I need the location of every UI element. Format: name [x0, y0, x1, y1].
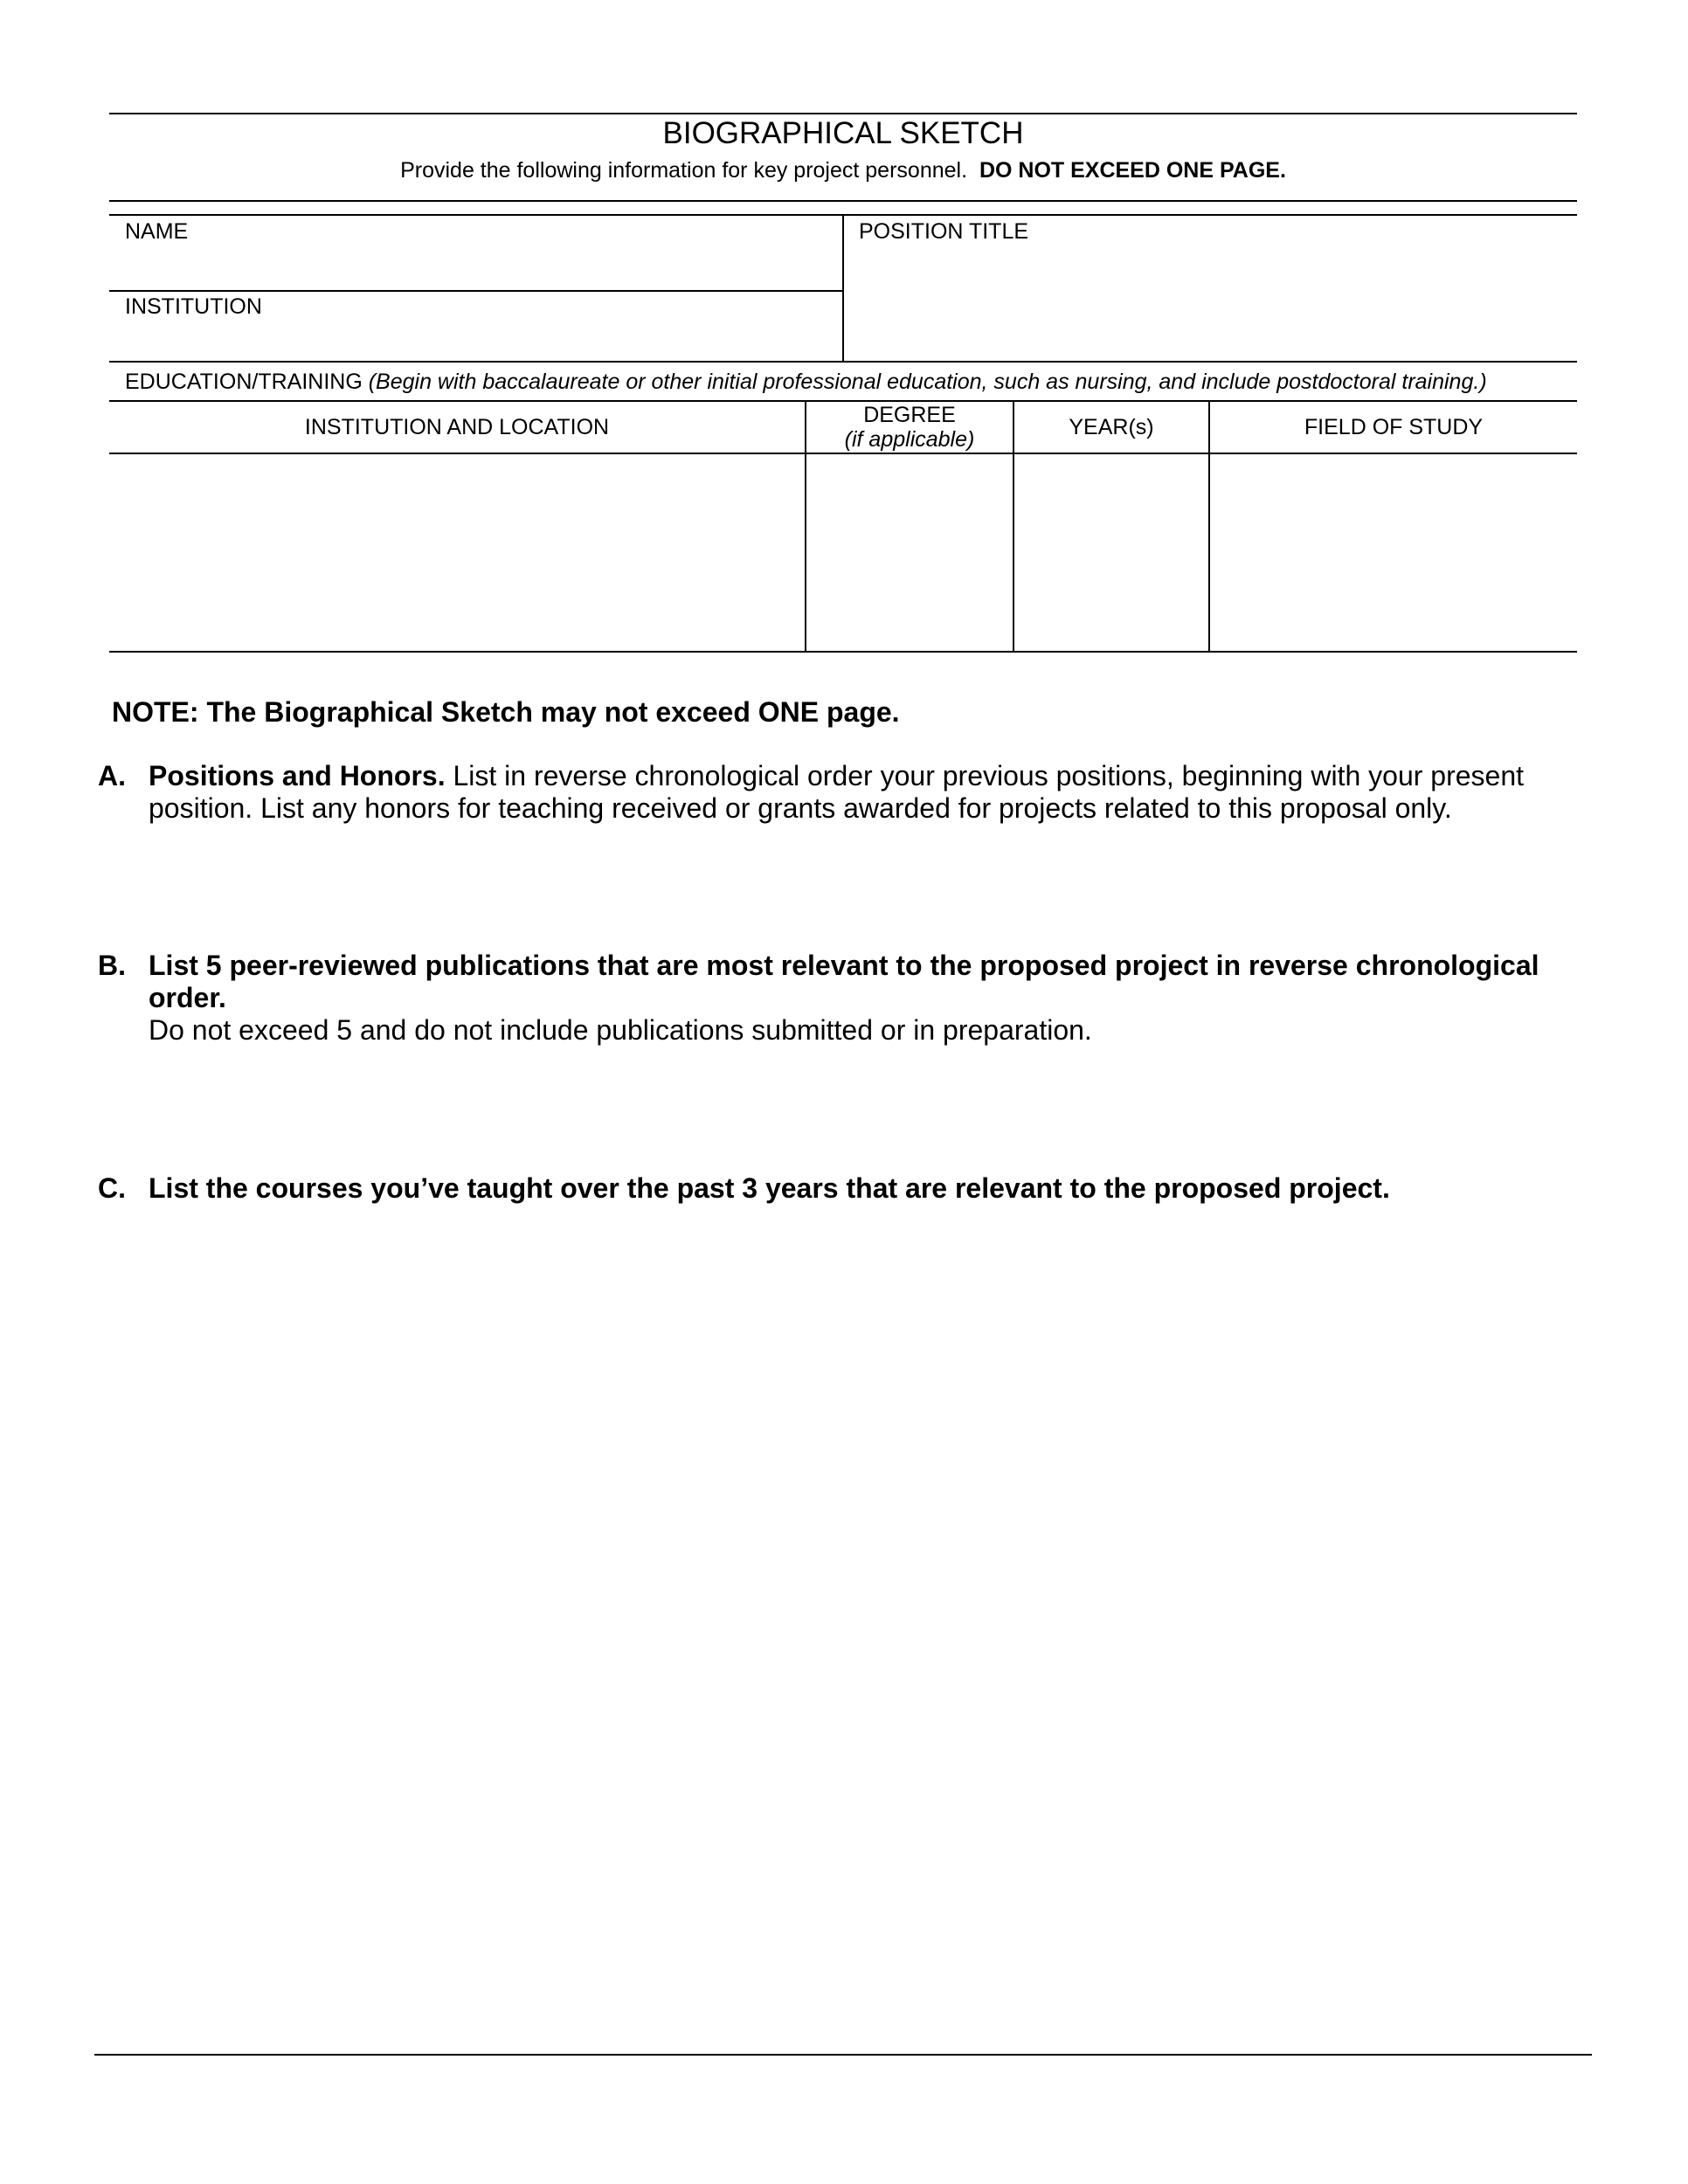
section-a-text: List in reverse chronological order your previous positions, beginning with your present position. List any honors for teaching received or grants awarded for projects related to this proposal only.	[149, 760, 1525, 824]
column-header-years: YEAR(s)	[1069, 415, 1154, 439]
name-label: NAME	[125, 219, 189, 244]
institution-label: INSTITUTION	[125, 294, 262, 319]
page-limit-note: NOTE: The Biographical Sketch may not exceed ONE page.	[112, 696, 900, 728]
degree-sublabel: (if applicable)	[844, 427, 975, 452]
subtitle-text: Provide the following information for key project personnel.	[400, 158, 968, 183]
section-a-letter: A.	[98, 760, 126, 791]
section-c-heading: List the courses you’ve taught over the past 3 years that are relevant to the proposed project.	[149, 1172, 1390, 1204]
education-label	[125, 369, 1487, 395]
education-title: EDUCATION/TRAINING	[125, 370, 363, 394]
education-cell-years[interactable]	[1014, 454, 1208, 650]
section-b-heading: List 5 peer-reviewed publications that are most relevant to the proposed project in reverse chronological order.	[149, 950, 1539, 1013]
subtitle-warning: DO NOT EXCEED ONE PAGE.	[979, 158, 1286, 183]
name-institution-rule[interactable]	[109, 290, 843, 292]
document-title: BIOGRAPHICAL SKETCH	[662, 116, 1024, 150]
education-cell-field-of-study[interactable]	[1210, 454, 1577, 650]
education-table-bottom-rule	[109, 651, 1577, 653]
top-rule	[109, 113, 1577, 114]
header-rule-1	[109, 200, 1577, 202]
education-instruction: (Begin with baccalaureate or other initial professional education, such as nursing, and include postdoctoral training.)	[368, 370, 1487, 394]
education-cell-degree[interactable]	[806, 454, 1013, 650]
bottom-rule	[94, 2054, 1592, 2056]
name-position-divider	[842, 214, 844, 363]
education-table-top-rule	[109, 400, 1577, 402]
education-cell-institution-location[interactable]	[111, 454, 805, 650]
degree-label: DEGREE	[863, 403, 956, 427]
document-subtitle	[109, 157, 1577, 183]
position-title-label: POSITION TITLE	[859, 219, 1029, 244]
column-header-field-of-study: FIELD OF STUDY	[1304, 415, 1484, 439]
column-header-institution-location: INSTITUTION AND LOCATION	[304, 415, 610, 439]
column-header-degree	[806, 403, 1013, 452]
education-top-rule	[109, 361, 1577, 363]
section-b-body	[149, 950, 1581, 1047]
section-a-heading: Positions and Honors.	[149, 760, 446, 791]
section-b-letter: B.	[98, 950, 126, 981]
section-c-letter: C.	[98, 1172, 126, 1204]
section-b-text: Do not exceed 5 and do not include publications submitted or in preparation.	[149, 1014, 1092, 1046]
section-a-body	[149, 760, 1581, 825]
